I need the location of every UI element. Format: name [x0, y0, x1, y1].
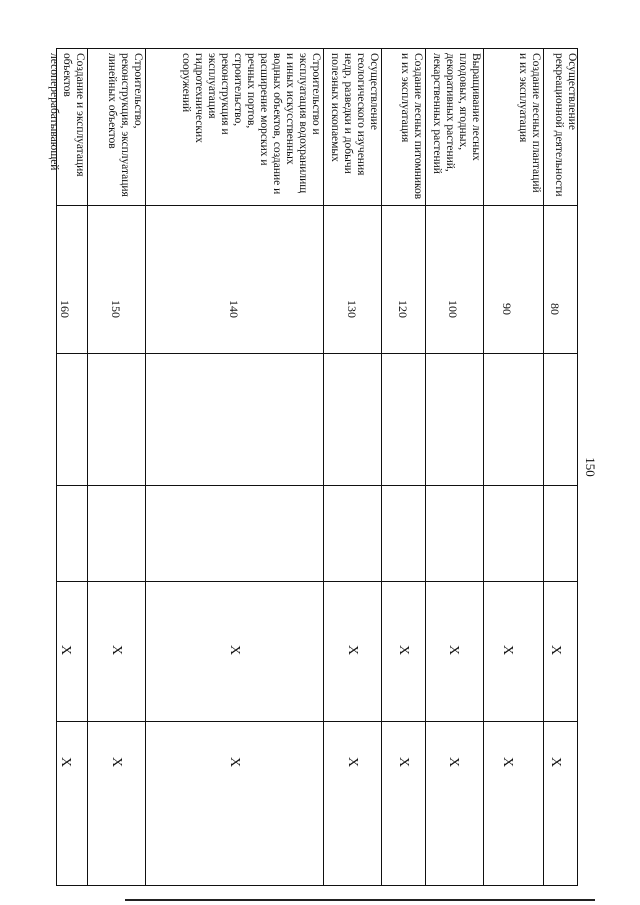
column-divider [57, 353, 577, 354]
code-cell: 80 [548, 303, 562, 315]
activity-cell: Строительство и эксплуатация водохранилищ и иных искусственных водных объектов, создание и расширение морских и речных портов, строительство, реконструкция и эксплуатация гидротехнических сооружений [180, 53, 322, 195]
code-cell: 120 [396, 300, 410, 318]
x-mark: X [548, 756, 563, 768]
code-cell: 140 [227, 300, 241, 318]
column-divider [57, 485, 577, 486]
code-cell: 150 [109, 300, 123, 318]
activity-table [48, 48, 578, 886]
x-mark: X [227, 644, 242, 656]
x-mark: X [345, 644, 360, 656]
column-divider [57, 205, 577, 206]
x-mark: X [345, 756, 360, 768]
x-mark: X [109, 756, 124, 768]
x-mark: X [548, 644, 563, 656]
code-cell: 160 [58, 300, 72, 318]
activity-cell: Осуществление геологического изучения недр, разведки и добычи полезных ископаемых [329, 53, 380, 176]
x-mark: X [109, 644, 124, 656]
activity-cell: Выращивание лесных плодовых, ягодных, декоративных растений, лекарственных растений [431, 53, 482, 174]
activity-cell: Создание лесных плантаций и их эксплуатация [517, 53, 542, 193]
page-number: 150 [583, 457, 598, 477]
activity-cell: Осуществление рекреационной деятельности [553, 53, 578, 197]
code-cell: 130 [345, 300, 359, 318]
x-mark: X [500, 644, 515, 656]
x-mark: X [396, 756, 411, 768]
code-cell: 100 [446, 300, 460, 318]
activity-cell: Создание лесных питомников и их эксплуатация [399, 53, 424, 200]
x-mark: X [396, 644, 411, 656]
x-mark: X [500, 756, 515, 768]
x-mark: X [446, 756, 461, 768]
column-divider [57, 721, 577, 722]
x-mark: X [227, 756, 242, 768]
x-mark: X [58, 756, 73, 768]
activity-cell: Строительство, реконструкция, эксплуатация линейных объектов [106, 53, 144, 197]
bottom-rule [125, 899, 595, 901]
activity-cell: Создание и эксплуатация объектов лесоперерабатывающей [48, 53, 86, 177]
column-divider [57, 581, 577, 582]
code-cell: 90 [500, 303, 514, 315]
x-mark: X [58, 644, 73, 656]
x-mark: X [446, 644, 461, 656]
